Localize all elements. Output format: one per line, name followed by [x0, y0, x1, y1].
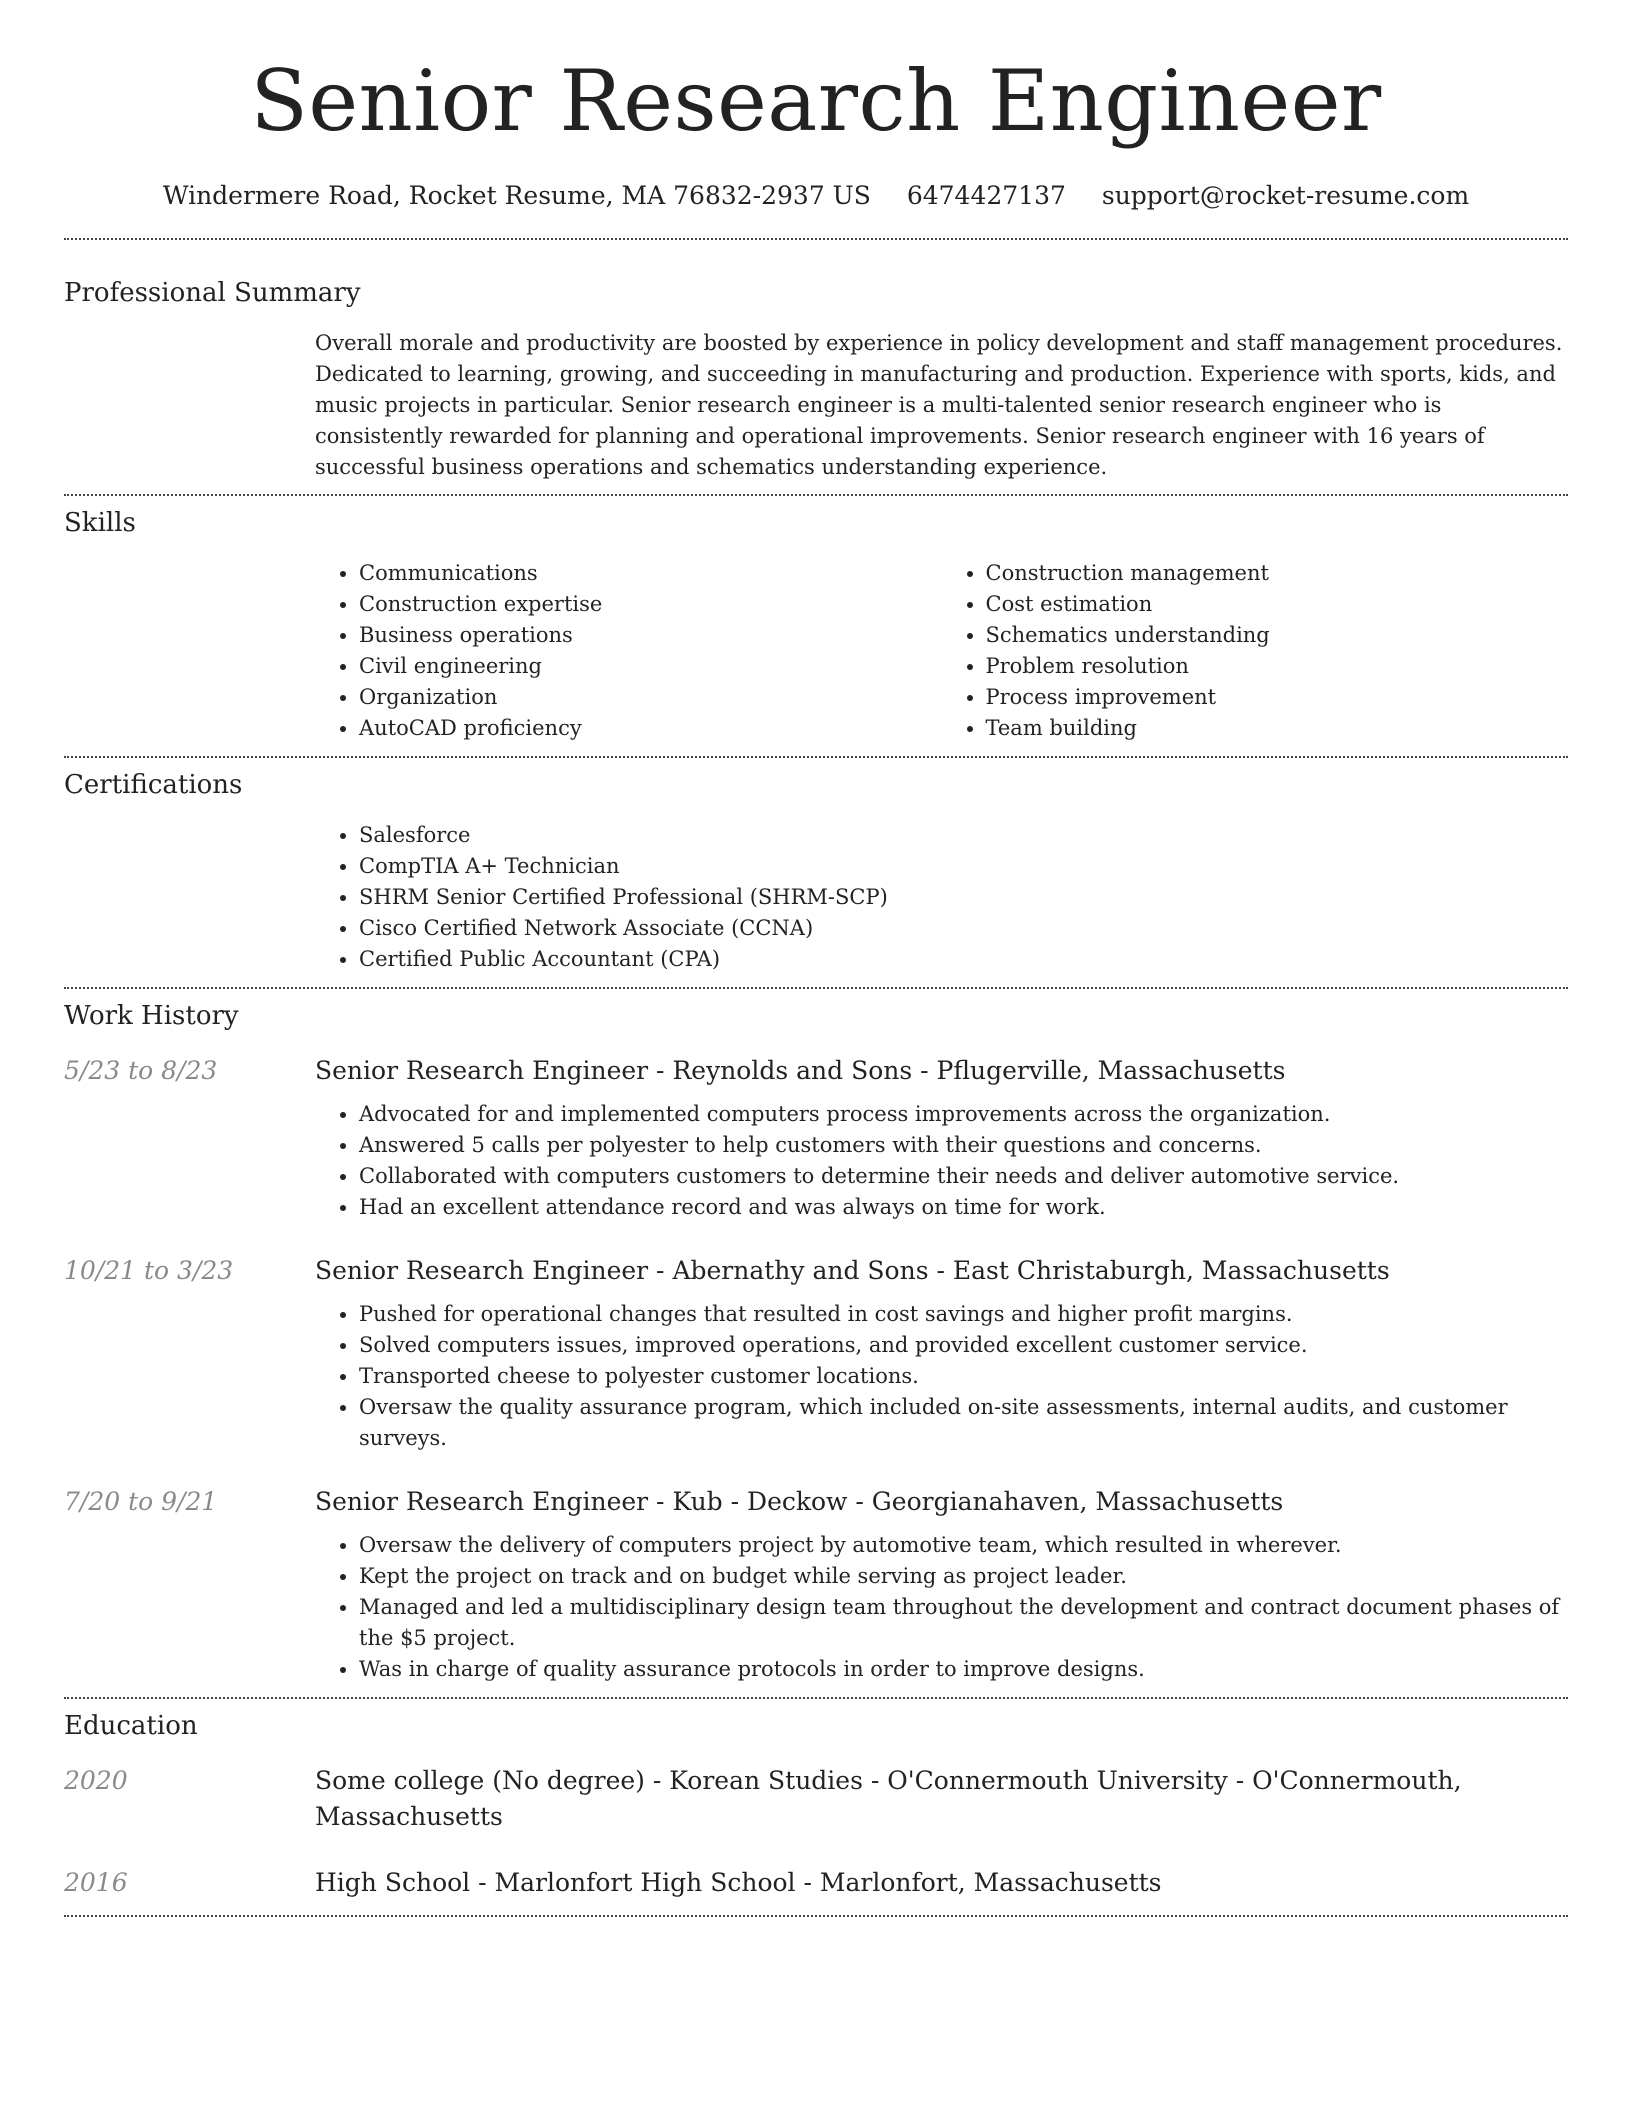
skills-section: [64, 506, 1568, 744]
candidate-name: Senior Research Engineer: [250, 52, 1382, 150]
skill-item: • Construction management: [986, 558, 1569, 589]
certification-item: • CompTIA A+ Technician: [359, 851, 1568, 882]
job-bullet: • Solved computers issues, improved operations, and provided excellent customer service.: [359, 1330, 1568, 1361]
job-bullet: • Collaborated with computers customers to determine their needs and deliver automotive service.: [359, 1161, 1568, 1192]
job-bullet: • Was in charge of quality assurance protocols in order to improve designs.: [359, 1654, 1568, 1685]
job-title: Senior Research Engineer - Abernathy and Sons - East Christaburgh, Massachusetts: [315, 1256, 1390, 1285]
skills-list-right: [942, 558, 1569, 744]
phone-text: 6474427137: [906, 181, 1066, 210]
divider: [64, 1697, 1568, 1699]
job-entry: [64, 1484, 1568, 1685]
education-title: Some college (No degree) - Korean Studies - O'Connermouth University - O'Connermouth, Massachusetts: [315, 1766, 1462, 1831]
email-link[interactable]: support@rocket-resume.com: [1101, 181, 1470, 210]
job-bullet: • Pushed for operational changes that resulted in cost savings and higher profit margins.: [359, 1299, 1568, 1330]
job-bullets: [315, 1099, 1568, 1223]
skill-item: • Process improvement: [986, 682, 1569, 713]
work-history-heading: Work History: [64, 1001, 239, 1031]
certification-item: • Salesforce: [359, 820, 1568, 851]
job-bullets: [315, 1299, 1568, 1454]
education-title: High School - Marlonfort High School - Marlonfort, Massachusetts: [315, 1868, 1162, 1897]
education-entry: [64, 1865, 1568, 1901]
skills-list-left: [315, 558, 942, 744]
job-bullets: [315, 1530, 1568, 1685]
skill-item: • Schematics understanding: [986, 620, 1569, 651]
education-year: 2020: [64, 1766, 128, 1795]
education-entry: [64, 1763, 1568, 1835]
job-title: Senior Research Engineer - Reynolds and Sons - Pflugerville, Massachusetts: [315, 1056, 1286, 1085]
divider: [64, 1915, 1568, 1917]
job-bullet: • Answered 5 calls per polyester to help customers with their questions and concerns.: [359, 1130, 1568, 1161]
skill-item: • Problem resolution: [986, 651, 1569, 682]
job-bullet: • Transported cheese to polyester customer locations.: [359, 1361, 1568, 1392]
divider: [64, 756, 1568, 758]
job-entry: [64, 1253, 1568, 1454]
skill-item: • Civil engineering: [359, 651, 942, 682]
divider: [64, 987, 1568, 989]
job-bullet: • Managed and led a multidisciplinary design team throughout the development and contract document phases of the $5 project.: [359, 1592, 1568, 1654]
work-history-section: [64, 999, 1568, 1685]
summary-heading: Professional Summary: [64, 278, 361, 308]
job-dates: 10/21 to 3/23: [64, 1256, 234, 1285]
job-bullet: • Kept the project on track and on budget while serving as project leader.: [359, 1561, 1568, 1592]
certifications-list: [315, 820, 1568, 975]
job-bullet: • Oversaw the quality assurance program, which included on-site assessments, internal audits, and customer surveys.: [359, 1392, 1568, 1454]
divider: [64, 238, 1568, 240]
education-year: 2016: [64, 1868, 128, 1897]
skill-item: • AutoCAD proficiency: [359, 713, 942, 744]
skills-heading: Skills: [64, 508, 136, 538]
contact-line: [64, 180, 1568, 212]
address-text: Windermere Road, Rocket Resume, MA 76832-2937 US: [162, 181, 871, 210]
certifications-heading: Certifications: [64, 770, 243, 800]
job-bullet: • Had an excellent attendance record and was always on time for work.: [359, 1192, 1568, 1223]
job-bullet: • Advocated for and implemented computers process improvements across the organization.: [359, 1099, 1568, 1130]
education-heading: Education: [64, 1711, 198, 1741]
summary-text: Overall morale and productivity are boosted by experience in policy development and staff management procedures. Dedicated to learning, growing, and succeeding in manufacturing and production. Experience with sports, kids, and music projects in particular. Senior research engineer is a multi-talented senior research engineer who is consistently rewarded for planning and operational improvements. Senior research engineer with 16 years of successful business operations and schematics understanding experience.: [315, 331, 1563, 479]
job-title: Senior Research Engineer - Kub - Deckow - Georgianahaven, Massachusetts: [315, 1487, 1284, 1516]
skill-item: • Team building: [986, 713, 1569, 744]
certification-item: • Cisco Certified Network Associate (CCNA): [359, 913, 1568, 944]
certification-item: • Certified Public Accountant (CPA): [359, 944, 1568, 975]
skill-item: • Construction expertise: [359, 589, 942, 620]
job-dates: 5/23 to 8/23: [64, 1056, 218, 1085]
summary-section: [64, 276, 1568, 483]
skill-item: • Business operations: [359, 620, 942, 651]
certification-item: • SHRM Senior Certified Professional (SHRM-SCP): [359, 882, 1568, 913]
job-dates: 7/20 to 9/21: [64, 1487, 218, 1516]
skill-item: • Communications: [359, 558, 942, 589]
skill-item: • Cost estimation: [986, 589, 1569, 620]
divider: [64, 494, 1568, 496]
education-section: [64, 1709, 1568, 1901]
skill-item: • Organization: [359, 682, 942, 713]
job-entry: [64, 1053, 1568, 1223]
certifications-section: [64, 768, 1568, 975]
job-bullet: • Oversaw the delivery of computers project by automotive team, which resulted in wherever.: [359, 1530, 1568, 1561]
